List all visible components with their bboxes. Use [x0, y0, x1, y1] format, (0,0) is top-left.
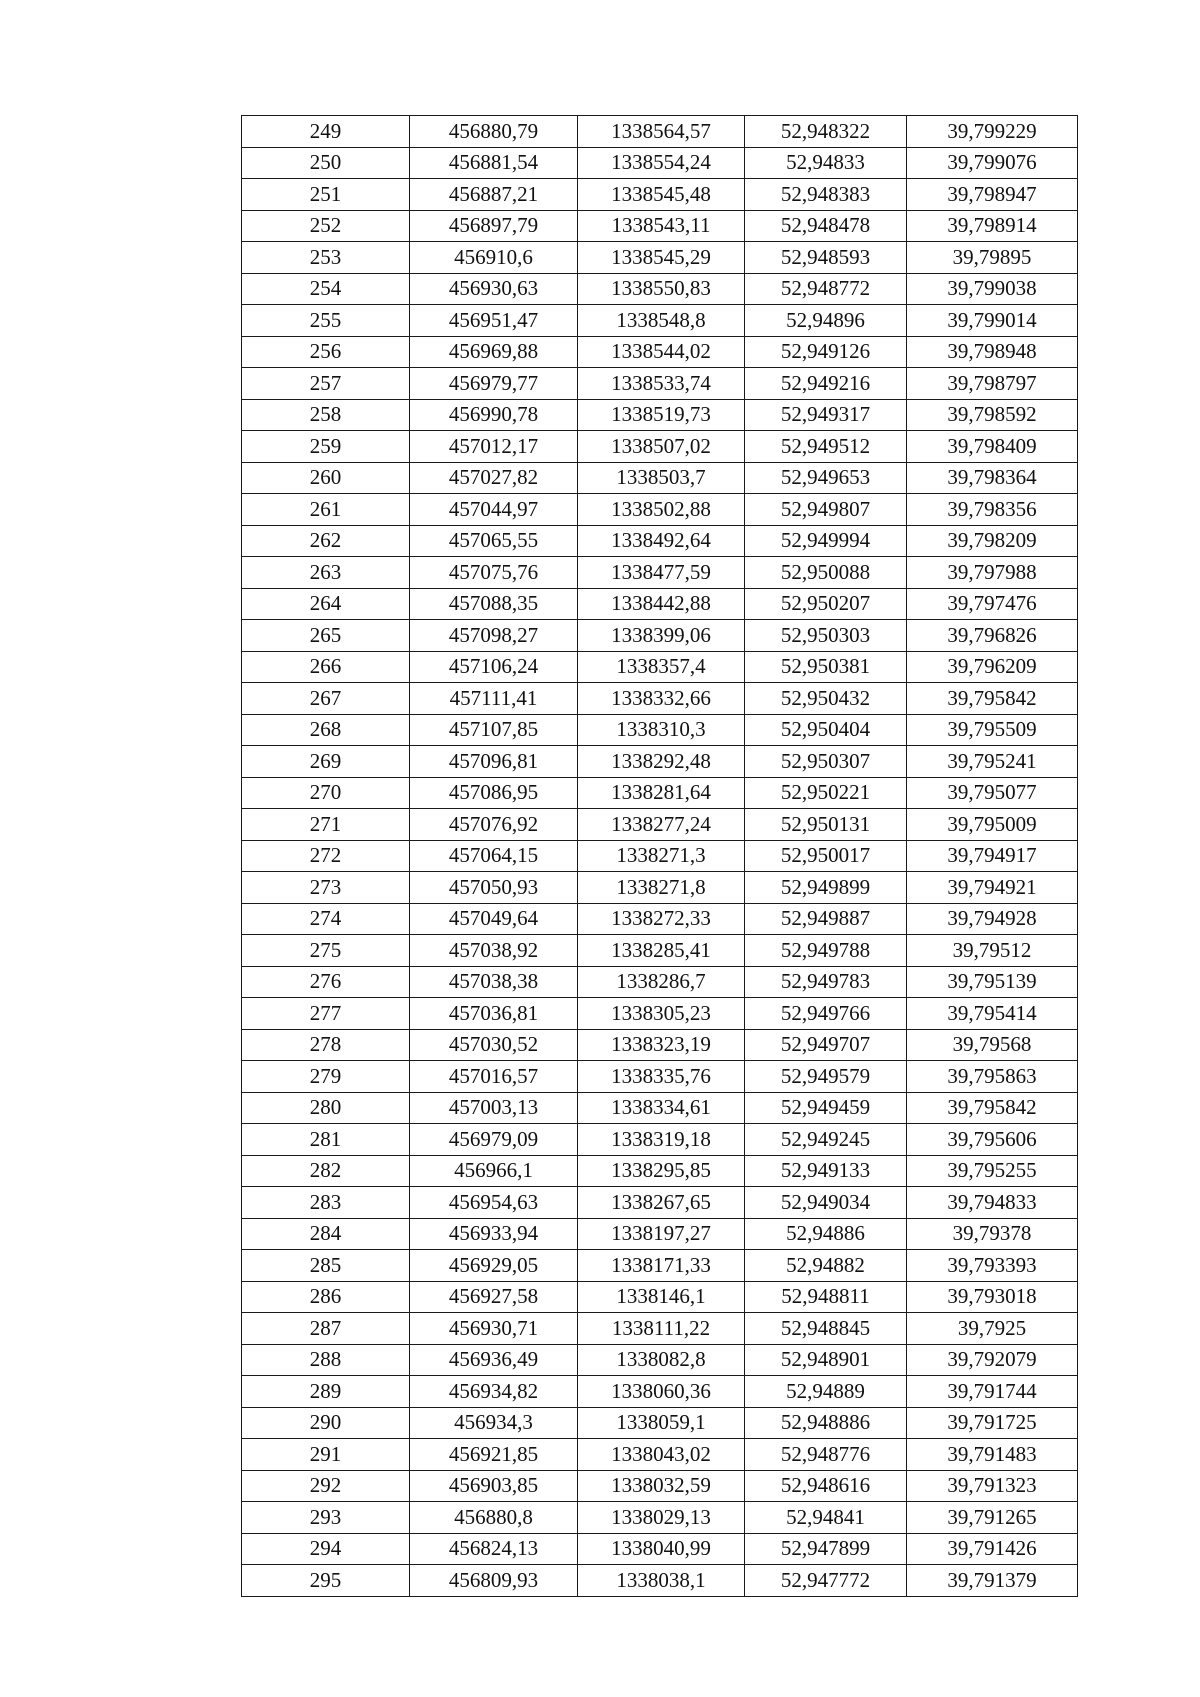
- latitude-cell: 52,950432: [745, 683, 907, 715]
- coord-y-cell: 1338519,73: [578, 399, 745, 431]
- longitude-cell: 39,791744: [907, 1376, 1078, 1408]
- longitude-cell: 39,795842: [907, 1092, 1078, 1124]
- longitude-cell: 39,798364: [907, 462, 1078, 494]
- latitude-cell: 52,949707: [745, 1029, 907, 1061]
- coord-y-cell: 1338335,76: [578, 1061, 745, 1093]
- coord-y-cell: 1338564,57: [578, 116, 745, 148]
- point-number-cell: 289: [242, 1376, 410, 1408]
- coord-y-cell: 1338271,8: [578, 872, 745, 904]
- table-row: [242, 1092, 1078, 1124]
- coord-y-cell: 1338040,99: [578, 1533, 745, 1565]
- point-number-cell: 265: [242, 620, 410, 652]
- point-number-cell: 273: [242, 872, 410, 904]
- latitude-cell: 52,948383: [745, 179, 907, 211]
- longitude-cell: 39,798797: [907, 368, 1078, 400]
- coord-y-cell: 1338277,24: [578, 809, 745, 841]
- coord-x-cell: 456903,85: [410, 1470, 578, 1502]
- coord-y-cell: 1338548,8: [578, 305, 745, 337]
- longitude-cell: 39,793018: [907, 1281, 1078, 1313]
- longitude-cell: 39,7925: [907, 1313, 1078, 1345]
- latitude-cell: 52,94882: [745, 1250, 907, 1282]
- table-row: [242, 872, 1078, 904]
- table-row: [242, 777, 1078, 809]
- coord-x-cell: 456934,3: [410, 1407, 578, 1439]
- coord-x-cell: 456887,21: [410, 179, 578, 211]
- latitude-cell: 52,948886: [745, 1407, 907, 1439]
- latitude-cell: 52,948811: [745, 1281, 907, 1313]
- table-row: [242, 557, 1078, 589]
- point-number-cell: 281: [242, 1124, 410, 1156]
- point-number-cell: 291: [242, 1439, 410, 1471]
- table-row: [242, 966, 1078, 998]
- latitude-cell: 52,948322: [745, 116, 907, 148]
- latitude-cell: 52,950017: [745, 840, 907, 872]
- longitude-cell: 39,79568: [907, 1029, 1078, 1061]
- coord-x-cell: 457075,76: [410, 557, 578, 589]
- latitude-cell: 52,948478: [745, 210, 907, 242]
- latitude-cell: 52,949994: [745, 525, 907, 557]
- point-number-cell: 277: [242, 998, 410, 1030]
- coord-y-cell: 1338319,18: [578, 1124, 745, 1156]
- point-number-cell: 267: [242, 683, 410, 715]
- point-number-cell: 264: [242, 588, 410, 620]
- coord-x-cell: 456929,05: [410, 1250, 578, 1282]
- point-number-cell: 269: [242, 746, 410, 778]
- table-row: [242, 1250, 1078, 1282]
- table-row: [242, 1376, 1078, 1408]
- coord-x-cell: 456927,58: [410, 1281, 578, 1313]
- table-row: [242, 683, 1078, 715]
- table-row: [242, 116, 1078, 148]
- table-row: [242, 746, 1078, 778]
- latitude-cell: 52,950381: [745, 651, 907, 683]
- coord-y-cell: 1338334,61: [578, 1092, 745, 1124]
- point-number-cell: 257: [242, 368, 410, 400]
- coord-y-cell: 1338399,06: [578, 620, 745, 652]
- table-row: [242, 494, 1078, 526]
- longitude-cell: 39,798592: [907, 399, 1078, 431]
- longitude-cell: 39,795077: [907, 777, 1078, 809]
- coord-x-cell: 456910,6: [410, 242, 578, 274]
- table-row: [242, 809, 1078, 841]
- coord-y-cell: 1338503,7: [578, 462, 745, 494]
- coord-x-cell: 457012,17: [410, 431, 578, 463]
- table-row: [242, 399, 1078, 431]
- table-row: [242, 305, 1078, 337]
- table-row: [242, 1061, 1078, 1093]
- latitude-cell: 52,949766: [745, 998, 907, 1030]
- latitude-cell: 52,949216: [745, 368, 907, 400]
- table-row: [242, 1218, 1078, 1250]
- coord-y-cell: 1338285,41: [578, 935, 745, 967]
- longitude-cell: 39,794833: [907, 1187, 1078, 1219]
- table-row: [242, 1187, 1078, 1219]
- latitude-cell: 52,949317: [745, 399, 907, 431]
- table-row: [242, 1313, 1078, 1345]
- table-row: [242, 273, 1078, 305]
- latitude-cell: 52,949126: [745, 336, 907, 368]
- coord-y-cell: 1338029,13: [578, 1502, 745, 1534]
- coord-y-cell: 1338554,24: [578, 147, 745, 179]
- coord-y-cell: 1338111,22: [578, 1313, 745, 1345]
- table-row: [242, 147, 1078, 179]
- point-number-cell: 284: [242, 1218, 410, 1250]
- latitude-cell: 52,947899: [745, 1533, 907, 1565]
- longitude-cell: 39,795606: [907, 1124, 1078, 1156]
- latitude-cell: 52,947772: [745, 1565, 907, 1597]
- coord-y-cell: 1338197,27: [578, 1218, 745, 1250]
- point-number-cell: 293: [242, 1502, 410, 1534]
- latitude-cell: 52,948776: [745, 1439, 907, 1471]
- longitude-cell: 39,798409: [907, 431, 1078, 463]
- coord-x-cell: 457049,64: [410, 903, 578, 935]
- coord-x-cell: 456921,85: [410, 1439, 578, 1471]
- coord-y-cell: 1338267,65: [578, 1187, 745, 1219]
- longitude-cell: 39,792079: [907, 1344, 1078, 1376]
- coord-x-cell: 457096,81: [410, 746, 578, 778]
- coord-y-cell: 1338332,66: [578, 683, 745, 715]
- coord-x-cell: 456990,78: [410, 399, 578, 431]
- latitude-cell: 52,949807: [745, 494, 907, 526]
- table-row: [242, 998, 1078, 1030]
- longitude-cell: 39,798948: [907, 336, 1078, 368]
- table-row: [242, 368, 1078, 400]
- coord-x-cell: 457038,92: [410, 935, 578, 967]
- table-row: [242, 714, 1078, 746]
- point-number-cell: 263: [242, 557, 410, 589]
- coord-y-cell: 1338442,88: [578, 588, 745, 620]
- coord-y-cell: 1338545,29: [578, 242, 745, 274]
- table-row: [242, 179, 1078, 211]
- table-row: [242, 431, 1078, 463]
- coord-x-cell: 457086,95: [410, 777, 578, 809]
- longitude-cell: 39,798914: [907, 210, 1078, 242]
- coord-x-cell: 457064,15: [410, 840, 578, 872]
- coord-y-cell: 1338533,74: [578, 368, 745, 400]
- coord-y-cell: 1338543,11: [578, 210, 745, 242]
- point-number-cell: 253: [242, 242, 410, 274]
- point-number-cell: 251: [242, 179, 410, 211]
- coord-y-cell: 1338477,59: [578, 557, 745, 589]
- coord-x-cell: 457038,38: [410, 966, 578, 998]
- coord-x-cell: 456880,79: [410, 116, 578, 148]
- point-number-cell: 286: [242, 1281, 410, 1313]
- coord-y-cell: 1338286,7: [578, 966, 745, 998]
- latitude-cell: 52,948772: [745, 273, 907, 305]
- coord-y-cell: 1338295,85: [578, 1155, 745, 1187]
- latitude-cell: 52,949788: [745, 935, 907, 967]
- longitude-cell: 39,795509: [907, 714, 1078, 746]
- table-row: [242, 1533, 1078, 1565]
- table-row: [242, 1155, 1078, 1187]
- longitude-cell: 39,799014: [907, 305, 1078, 337]
- latitude-cell: 52,949653: [745, 462, 907, 494]
- longitude-cell: 39,799038: [907, 273, 1078, 305]
- table-row: [242, 651, 1078, 683]
- coord-y-cell: 1338292,48: [578, 746, 745, 778]
- coord-y-cell: 1338545,48: [578, 179, 745, 211]
- coord-x-cell: 456930,63: [410, 273, 578, 305]
- coord-x-cell: 457027,82: [410, 462, 578, 494]
- point-number-cell: 275: [242, 935, 410, 967]
- longitude-cell: 39,791379: [907, 1565, 1078, 1597]
- point-number-cell: 290: [242, 1407, 410, 1439]
- longitude-cell: 39,791725: [907, 1407, 1078, 1439]
- table-row: [242, 1439, 1078, 1471]
- point-number-cell: 276: [242, 966, 410, 998]
- latitude-cell: 52,950207: [745, 588, 907, 620]
- longitude-cell: 39,795009: [907, 809, 1078, 841]
- longitude-cell: 39,798356: [907, 494, 1078, 526]
- coord-y-cell: 1338492,64: [578, 525, 745, 557]
- coord-x-cell: 456881,54: [410, 147, 578, 179]
- coord-y-cell: 1338059,1: [578, 1407, 745, 1439]
- latitude-cell: 52,948845: [745, 1313, 907, 1345]
- latitude-cell: 52,950088: [745, 557, 907, 589]
- table-row: [242, 336, 1078, 368]
- point-number-cell: 279: [242, 1061, 410, 1093]
- table-row: [242, 210, 1078, 242]
- coord-y-cell: 1338550,83: [578, 273, 745, 305]
- latitude-cell: 52,94841: [745, 1502, 907, 1534]
- point-number-cell: 288: [242, 1344, 410, 1376]
- coord-x-cell: 456880,8: [410, 1502, 578, 1534]
- latitude-cell: 52,948901: [745, 1344, 907, 1376]
- coord-y-cell: 1338272,33: [578, 903, 745, 935]
- coord-x-cell: 457036,81: [410, 998, 578, 1030]
- coord-x-cell: 456951,47: [410, 305, 578, 337]
- point-number-cell: 260: [242, 462, 410, 494]
- coord-x-cell: 456930,71: [410, 1313, 578, 1345]
- latitude-cell: 52,949887: [745, 903, 907, 935]
- point-number-cell: 270: [242, 777, 410, 809]
- point-number-cell: 262: [242, 525, 410, 557]
- point-number-cell: 285: [242, 1250, 410, 1282]
- coord-x-cell: 457076,92: [410, 809, 578, 841]
- table-row: [242, 620, 1078, 652]
- coord-y-cell: 1338060,36: [578, 1376, 745, 1408]
- latitude-cell: 52,950307: [745, 746, 907, 778]
- longitude-cell: 39,798947: [907, 179, 1078, 211]
- longitude-cell: 39,795863: [907, 1061, 1078, 1093]
- coord-x-cell: 457107,85: [410, 714, 578, 746]
- coord-x-cell: 456969,88: [410, 336, 578, 368]
- latitude-cell: 52,950131: [745, 809, 907, 841]
- longitude-cell: 39,793393: [907, 1250, 1078, 1282]
- point-number-cell: 272: [242, 840, 410, 872]
- longitude-cell: 39,799076: [907, 147, 1078, 179]
- longitude-cell: 39,791265: [907, 1502, 1078, 1534]
- latitude-cell: 52,94886: [745, 1218, 907, 1250]
- coord-y-cell: 1338305,23: [578, 998, 745, 1030]
- table-row: [242, 935, 1078, 967]
- coord-y-cell: 1338281,64: [578, 777, 745, 809]
- table-row: [242, 1407, 1078, 1439]
- point-number-cell: 278: [242, 1029, 410, 1061]
- coord-y-cell: 1338507,02: [578, 431, 745, 463]
- coord-x-cell: 457106,24: [410, 651, 578, 683]
- point-number-cell: 292: [242, 1470, 410, 1502]
- point-number-cell: 256: [242, 336, 410, 368]
- table-row: [242, 1281, 1078, 1313]
- latitude-cell: 52,950404: [745, 714, 907, 746]
- coord-y-cell: 1338310,3: [578, 714, 745, 746]
- latitude-cell: 52,949245: [745, 1124, 907, 1156]
- point-number-cell: 255: [242, 305, 410, 337]
- longitude-cell: 39,795414: [907, 998, 1078, 1030]
- coord-x-cell: 457088,35: [410, 588, 578, 620]
- latitude-cell: 52,949783: [745, 966, 907, 998]
- longitude-cell: 39,791426: [907, 1533, 1078, 1565]
- longitude-cell: 39,795842: [907, 683, 1078, 715]
- coord-x-cell: 457111,41: [410, 683, 578, 715]
- coord-y-cell: 1338323,19: [578, 1029, 745, 1061]
- point-number-cell: 280: [242, 1092, 410, 1124]
- table-row: [242, 1470, 1078, 1502]
- coord-x-cell: 456979,77: [410, 368, 578, 400]
- point-number-cell: 250: [242, 147, 410, 179]
- longitude-cell: 39,79378: [907, 1218, 1078, 1250]
- coord-x-cell: 456934,82: [410, 1376, 578, 1408]
- coord-y-cell: 1338271,3: [578, 840, 745, 872]
- longitude-cell: 39,795139: [907, 966, 1078, 998]
- point-number-cell: 266: [242, 651, 410, 683]
- table-row: [242, 525, 1078, 557]
- table-row: [242, 1029, 1078, 1061]
- coord-y-cell: 1338038,1: [578, 1565, 745, 1597]
- point-number-cell: 271: [242, 809, 410, 841]
- coord-x-cell: 456824,13: [410, 1533, 578, 1565]
- coord-y-cell: 1338544,02: [578, 336, 745, 368]
- point-number-cell: 252: [242, 210, 410, 242]
- coord-x-cell: 457030,52: [410, 1029, 578, 1061]
- coord-x-cell: 456936,49: [410, 1344, 578, 1376]
- coord-y-cell: 1338502,88: [578, 494, 745, 526]
- coordinates-table-body: [242, 116, 1078, 1597]
- coord-x-cell: 456809,93: [410, 1565, 578, 1597]
- longitude-cell: 39,796209: [907, 651, 1078, 683]
- coord-x-cell: 456897,79: [410, 210, 578, 242]
- table-row: [242, 1502, 1078, 1534]
- longitude-cell: 39,791323: [907, 1470, 1078, 1502]
- longitude-cell: 39,794921: [907, 872, 1078, 904]
- longitude-cell: 39,799229: [907, 116, 1078, 148]
- point-number-cell: 294: [242, 1533, 410, 1565]
- longitude-cell: 39,797988: [907, 557, 1078, 589]
- latitude-cell: 52,949579: [745, 1061, 907, 1093]
- point-number-cell: 274: [242, 903, 410, 935]
- latitude-cell: 52,94833: [745, 147, 907, 179]
- latitude-cell: 52,950221: [745, 777, 907, 809]
- coord-x-cell: 457044,97: [410, 494, 578, 526]
- latitude-cell: 52,949512: [745, 431, 907, 463]
- coordinates-table: [241, 115, 1078, 1597]
- coord-x-cell: 457003,13: [410, 1092, 578, 1124]
- point-number-cell: 268: [242, 714, 410, 746]
- latitude-cell: 52,948593: [745, 242, 907, 274]
- coord-y-cell: 1338146,1: [578, 1281, 745, 1313]
- table-row: [242, 588, 1078, 620]
- latitude-cell: 52,94896: [745, 305, 907, 337]
- coord-x-cell: 457050,93: [410, 872, 578, 904]
- coord-y-cell: 1338032,59: [578, 1470, 745, 1502]
- coord-x-cell: 456933,94: [410, 1218, 578, 1250]
- point-number-cell: 282: [242, 1155, 410, 1187]
- coord-x-cell: 457016,57: [410, 1061, 578, 1093]
- table-row: [242, 1565, 1078, 1597]
- table-row: [242, 903, 1078, 935]
- coord-y-cell: 1338357,4: [578, 651, 745, 683]
- longitude-cell: 39,79512: [907, 935, 1078, 967]
- coord-y-cell: 1338043,02: [578, 1439, 745, 1471]
- latitude-cell: 52,950303: [745, 620, 907, 652]
- point-number-cell: 287: [242, 1313, 410, 1345]
- table-row: [242, 1344, 1078, 1376]
- point-number-cell: 283: [242, 1187, 410, 1219]
- latitude-cell: 52,949133: [745, 1155, 907, 1187]
- coord-x-cell: 456966,1: [410, 1155, 578, 1187]
- coord-x-cell: 457065,55: [410, 525, 578, 557]
- longitude-cell: 39,79895: [907, 242, 1078, 274]
- coord-x-cell: 457098,27: [410, 620, 578, 652]
- latitude-cell: 52,94889: [745, 1376, 907, 1408]
- latitude-cell: 52,949899: [745, 872, 907, 904]
- coord-x-cell: 456979,09: [410, 1124, 578, 1156]
- point-number-cell: 258: [242, 399, 410, 431]
- coord-x-cell: 456954,63: [410, 1187, 578, 1219]
- table-row: [242, 242, 1078, 274]
- longitude-cell: 39,794928: [907, 903, 1078, 935]
- table-row: [242, 1124, 1078, 1156]
- longitude-cell: 39,794917: [907, 840, 1078, 872]
- longitude-cell: 39,795241: [907, 746, 1078, 778]
- table-row: [242, 840, 1078, 872]
- coord-y-cell: 1338082,8: [578, 1344, 745, 1376]
- point-number-cell: 254: [242, 273, 410, 305]
- latitude-cell: 52,949034: [745, 1187, 907, 1219]
- latitude-cell: 52,948616: [745, 1470, 907, 1502]
- longitude-cell: 39,798209: [907, 525, 1078, 557]
- longitude-cell: 39,791483: [907, 1439, 1078, 1471]
- coord-y-cell: 1338171,33: [578, 1250, 745, 1282]
- latitude-cell: 52,949459: [745, 1092, 907, 1124]
- longitude-cell: 39,797476: [907, 588, 1078, 620]
- point-number-cell: 261: [242, 494, 410, 526]
- point-number-cell: 259: [242, 431, 410, 463]
- point-number-cell: 249: [242, 116, 410, 148]
- longitude-cell: 39,796826: [907, 620, 1078, 652]
- longitude-cell: 39,795255: [907, 1155, 1078, 1187]
- point-number-cell: 295: [242, 1565, 410, 1597]
- table-row: [242, 462, 1078, 494]
